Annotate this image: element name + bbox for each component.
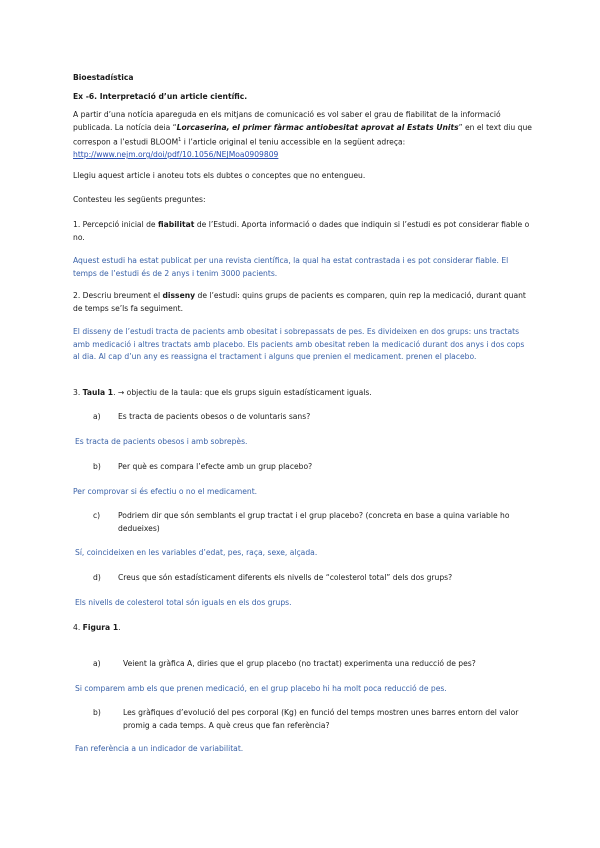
article-quote: Lorcaserina, el primer fàrmac antiobesitat aprovat al Estats Units: [176, 122, 459, 132]
question-2: 2. Descriu breument el disseny de l’estudi: quins grups de pacients es comparen, quin rep la medicació, durant quant de temps se’ls fa seguiment.: [73, 291, 526, 313]
answer-2: El disseny de l’estudi tracta de pacients amb obesitat i sobrepassats de pes. Es divideixen en dos grups: uns tractats amb medicació i altres tractats amb placebo. Els pacients amb obesitat reben la medicació durant dos anys i dos cops al dia. Al cap d’un any es reassigna el tractament i alguns que prenien el medicament. prenen el placebo.: [73, 327, 525, 361]
question-3c: c) Podriem dir que són semblants el grup tractat i el grup placebo? (concreta en base a quina variable ho dedueixes): [93, 511, 510, 533]
question-3d: d) Creus que són estadísticament diferents els nivells de “colesterol total” dels dos grups?: [93, 573, 453, 582]
question-4a: a) Veient la gràfica A, diries que el grup placebo (no tractat) experimenta una reducció de pes?: [93, 659, 476, 668]
question-3a: a) Es tracta de pacients obesos o de voluntaris sans?: [93, 412, 311, 421]
answer-3d: Els nivells de colesterol total són iguals en els dos grups.: [75, 598, 292, 607]
answer-4a: Si comparem amb els que prenen medicació, en el grup placebo hi ha molt poca reducció de pes.: [75, 684, 447, 693]
question-1: 1. Percepció inicial de fiabilitat de l’Estudi. Aporta informació o dades que indiquin si l’estudi es pot considerar fiable o no.: [73, 220, 530, 242]
question-4: 4. Figura 1.: [73, 623, 121, 632]
question-3: 3. Taula 1. → objectiu de la taula: que els grups siguin estadísticament iguals.: [73, 388, 372, 397]
answer-3a: Es tracta de pacients obesos i amb sobrepès.: [75, 437, 248, 446]
answer-3c: Sí, coincideixen en les variables d’edat, pes, raça, sexe, alçada.: [75, 548, 318, 557]
answer-1: Aquest estudi ha estat publicat per una revista científica, la qual ha estat contrastada i es pot considerar fiable. El temps de l’estudi és de 2 anys i tenim 3000 pacients.: [73, 256, 509, 278]
instruction-answer: Contesteu les següents preguntes:: [73, 195, 206, 204]
question-4b: b) Les gràfiques d’evolució del pes corporal (Kg) en funció del temps mostren unes barres entorn del valor promig a cada temps. A què creus que fan referència?: [93, 708, 519, 730]
question-3b: b) Per què es compara l’efecte amb un grup placebo?: [93, 462, 313, 471]
document-title: Bioestadística: [73, 73, 134, 82]
exercise-heading: Ex -6. Interpretació d’un article científic.: [73, 92, 248, 101]
instruction-read: Llegiu aquest article i anoteu tots els dubtes o conceptes que no entengueu.: [73, 171, 366, 180]
article-url-link[interactable]: http://www.nejm.org/doi/pdf/10.1056/NEJMoa0909809: [73, 150, 279, 160]
answer-4b: Fan referència a un indicador de variabilitat.: [75, 744, 244, 753]
answer-3b: Per comprovar si és efectiu o no el medicament.: [73, 487, 258, 496]
intro-paragraph: A partir d’una notícia apareguda en els mitjans de comunicació es vol saber el grau de fiabilitat de la informació publicada. La notícia deia “Lorcaserina, el primer fàrmac antiobesitat aprovat al Estats Units” en el text diu que correspon a l’estudi BLOOM$^1$ i l’article original el teniu accessible en la següent adreça: http://www.nejm.org/doi/pdf/10.1056/NEJMoa0909809: [73, 110, 532, 160]
